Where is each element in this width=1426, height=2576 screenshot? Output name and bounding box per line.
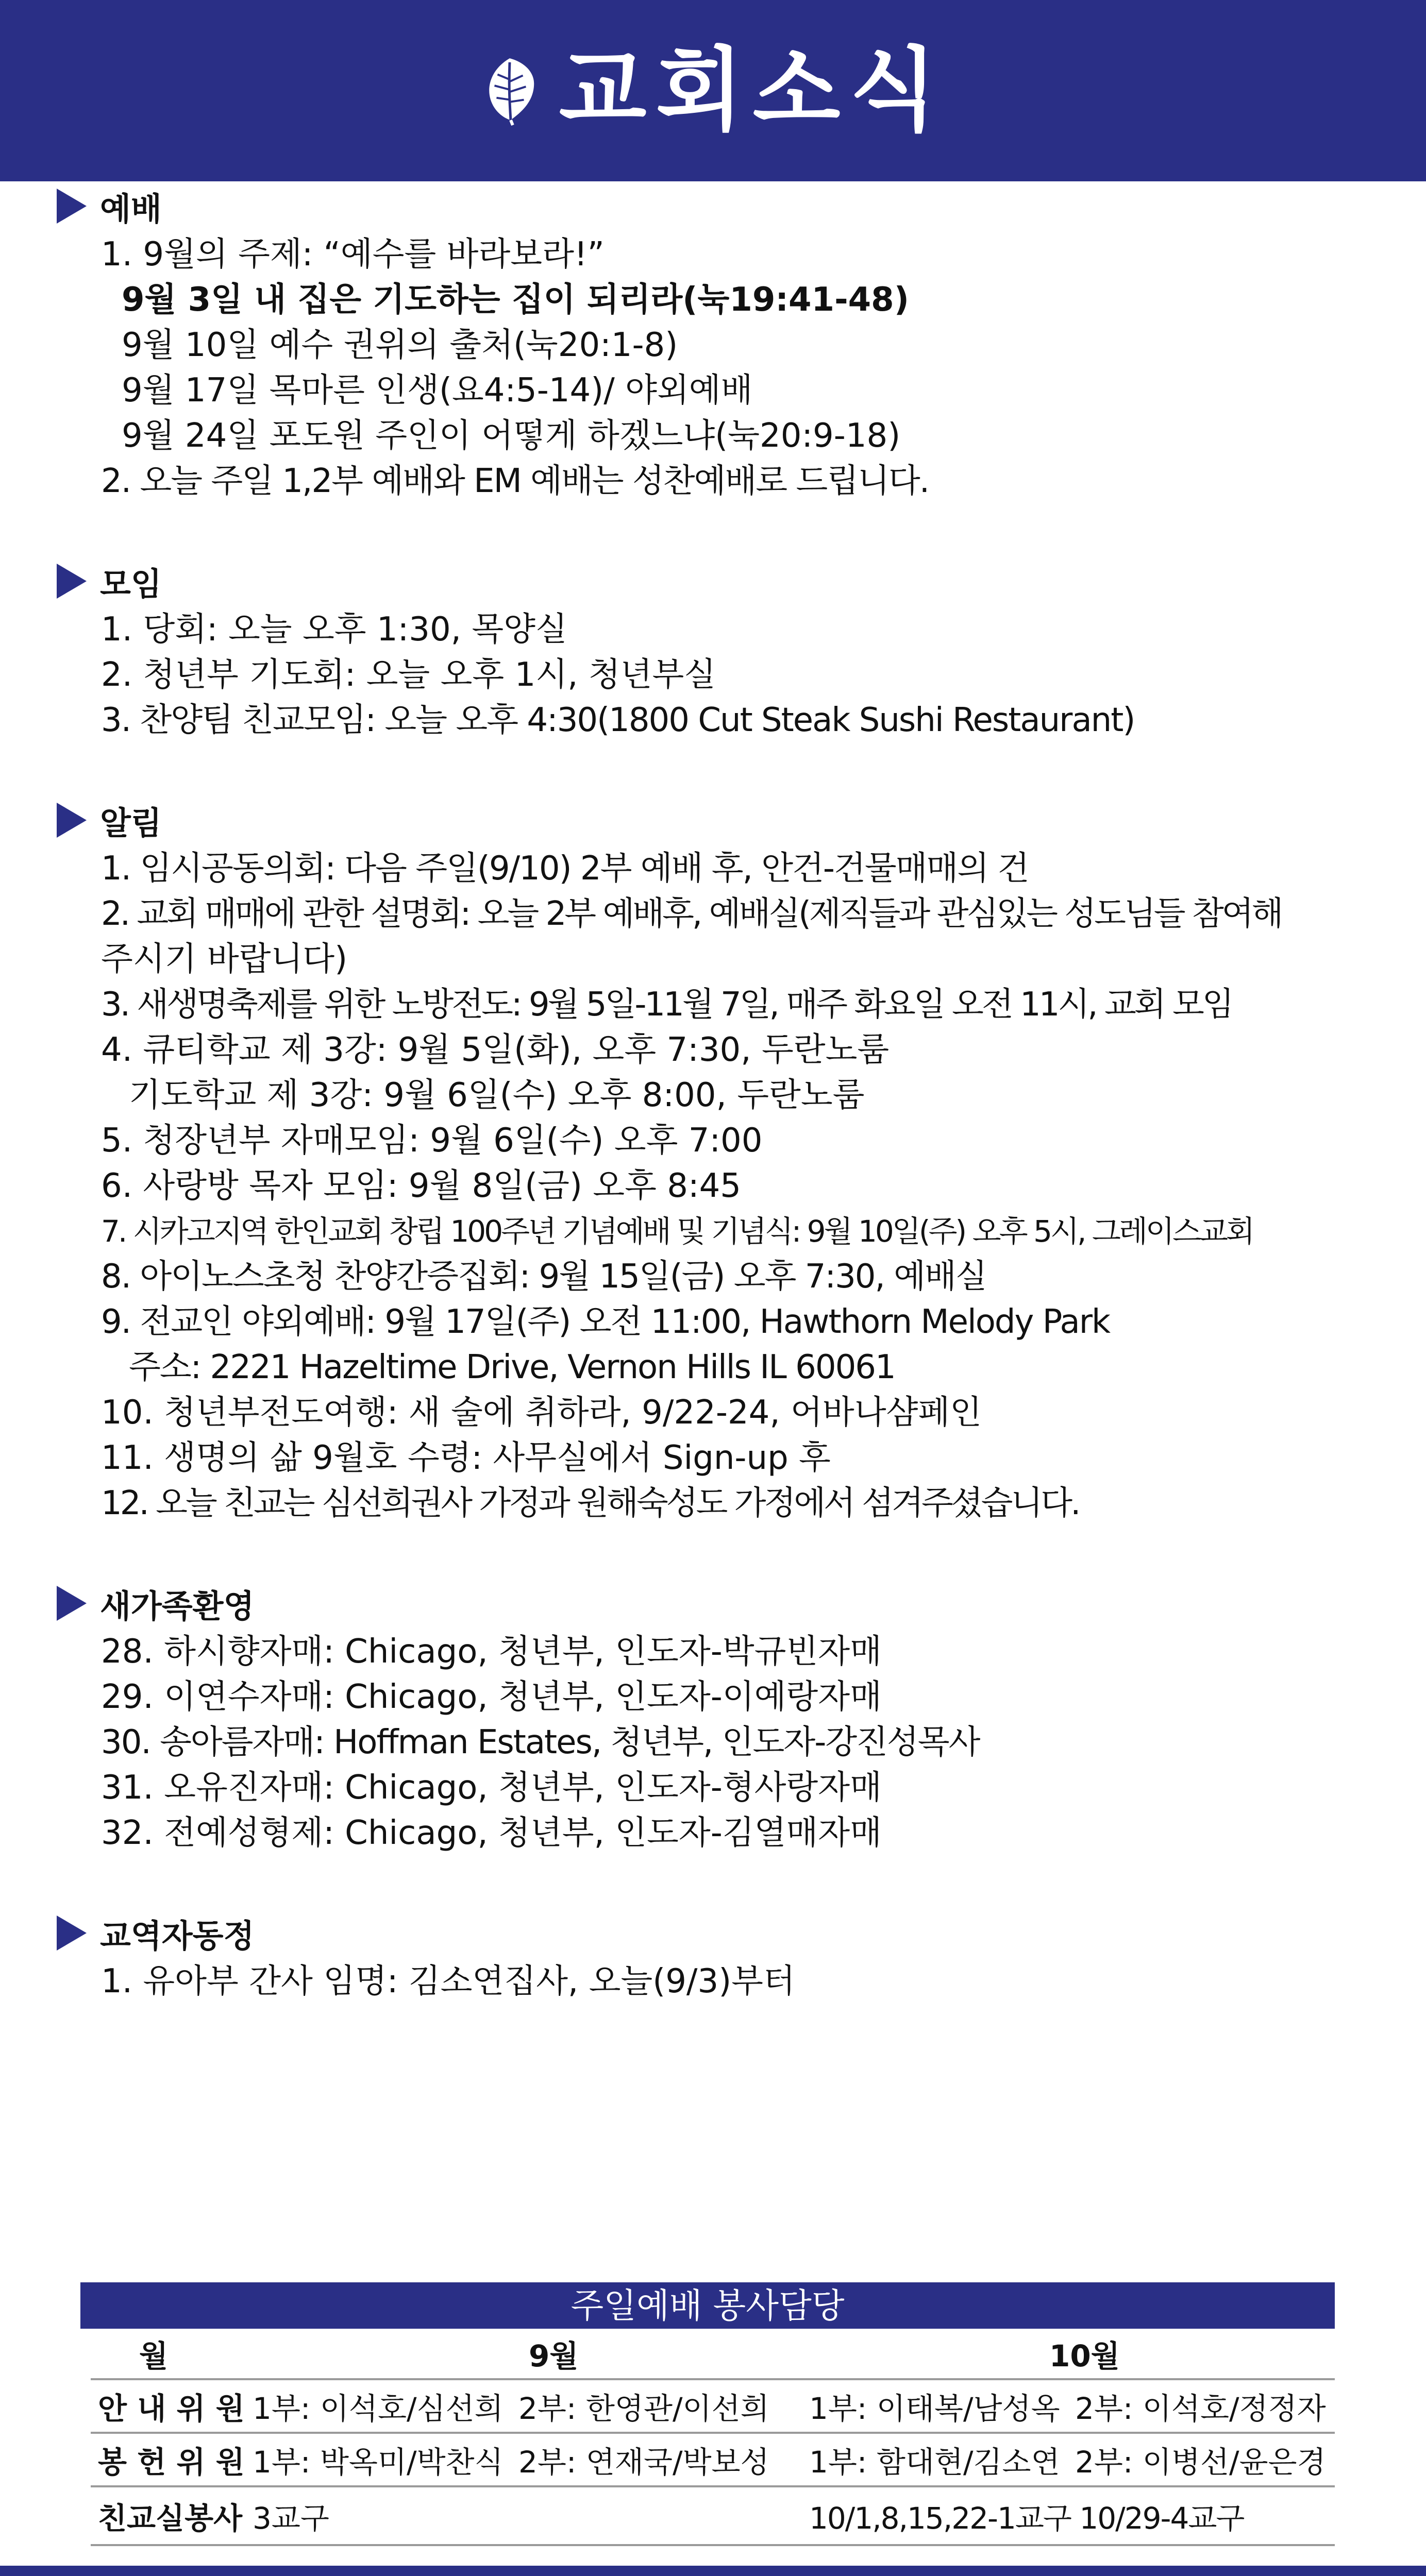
list-item: 1. 유아부 간사 임명: 김소연집사, 오늘(9/3)부터 [101,1962,795,2001]
list-item: 29. 이연수자매: Chicago, 청년부, 인도자-이예랑자매 [101,1678,882,1716]
list-item: 기도학교 제 3강: 9월 6일(수) 오후 8:00, 두란노룸 [129,1076,865,1114]
header-banner [0,0,1426,181]
list-item: 1. 당회: 오늘 오후 1:30, 목양실 [101,611,567,649]
news-content [57,180,1376,2056]
list-item: 12. 오늘 친교는 심선희권사 가정과 원해숙성도 가정에서 섬겨주셨습니다. [101,1484,1079,1522]
list-item: 6. 사랑방 목자 모임: 9월 8일(금) 오후 8:45 [101,1167,742,1205]
list-item: 8. 아이노스초청 찬양간증집회: 9월 15일(금) 오후 7:30, 예배실 [101,1258,986,1296]
table-cell: 1부: 이태복/남성옥 [809,2391,1060,2426]
table-cell: 2부: 한영관/이선희 [518,2391,769,2426]
table-cell: 2부: 이석호/정정자 [1075,2391,1326,2426]
table-cell: 2부: 연재국/박보성 [518,2445,769,2480]
table-cell: 10/1,8,15,22-1교구 10/29-4교구 [809,2501,1244,2536]
section-meetings [57,555,1376,743]
table-header-row [91,2329,1335,2380]
list-item: 1. 임시공동의회: 다음 주일(9/10) 2부 예배 후, 안건-건물매매의 건 [101,850,1029,888]
table-row [91,2487,1335,2546]
section-title: 교역자동정 [100,1917,255,1955]
section-header [57,1578,1376,1629]
list-item: 9. 전교인 야외예배: 9월 17일(주) 오전 11:00, Hawthorn Melody Park [101,1303,1110,1341]
list-item: 32. 전예성형제: Chicago, 청년부, 인도자-김열매자매 [101,1814,882,1852]
section-header [57,794,1376,846]
footer-bar [0,2566,1426,2576]
list-item: 9월 17일 목마른 인생(요4:5-14)/ 야외예배 [122,371,753,410]
section-title: 새가족환영 [100,1587,255,1625]
list-item: 31. 오유진자매: Chicago, 청년부, 인도자-형사랑자매 [101,1769,882,1807]
section-header [57,555,1376,607]
table-row [91,2380,1335,2434]
list-item: 9월 10일 예수 권위의 출처(눅20:1-8) [122,326,678,364]
column-header-september: 9월 [529,2338,579,2374]
section-new-family [57,1578,1376,1856]
list-item: 2. 오늘 주일 1,2부 예배와 EM 예배는 성찬예배로 드립니다. [101,462,929,500]
list-item: 5. 청장년부 자매모임: 9월 6일(수) 오후 7:00 [101,1122,763,1160]
list-item: 28. 하시향자매: Chicago, 청년부, 인도자-박규빈자매 [101,1633,882,1671]
section-header [57,1907,1376,1959]
section-title: 예배 [100,190,162,228]
section-staff-news [57,1907,1376,2004]
row-label: 안 내 위 원 [98,2391,245,2426]
duty-title: 주일예배 봉사담당 [80,2282,1335,2329]
section-notices [57,794,1376,1526]
table-cell: 1부: 이석호/심선희 [253,2391,504,2426]
list-item: 주소: 2221 Hazeltime Drive, Vernon Hills IL 60061 [129,1348,895,1386]
list-item: 11. 생명의 삶 9월호 수령: 사무실에서 Sign-up 후 [101,1439,831,1477]
list-item: 7. 시카고지역 한인교회 창립 100주년 기념예배 및 기념식: 9월 10일(주) 오후 5시, 그레이스교회 [101,1214,1253,1249]
table-cell: 2부: 이병선/윤은경 [1075,2445,1326,2480]
duty-table-panel [80,2282,1335,2536]
list-item: 1. 9월의 주제: “예수를 바라보라!” [101,235,605,274]
triangle-right-icon [57,1586,87,1621]
list-item: 2. 청년부 기도회: 오늘 오후 1시, 청년부실 [101,656,716,694]
triangle-right-icon [57,564,87,599]
section-title: 알림 [100,804,162,842]
section-title: 모임 [100,565,162,603]
duty-table [91,2329,1335,2546]
list-item: 4. 큐티학교 제 3강: 9월 5일(화), 오후 7:30, 두란노룸 [101,1031,890,1069]
table-cell: 1부: 박옥미/박찬식 [253,2445,504,2480]
list-item: 10. 청년부전도여행: 새 술에 취하라, 9/22-24, 어바나샴페인 [101,1394,982,1432]
list-item: 30. 송아름자매: Hoffman Estates, 청년부, 인도자-강진성목사 [101,1723,980,1761]
header-inner [479,38,947,143]
page-title: 교회소식 [559,38,947,143]
list-item: 9월 24일 포도원 주인이 어떻게 하겠느냐(눅20:9-18) [122,417,901,455]
column-header-month: 월 [139,2338,169,2374]
triangle-right-icon [57,803,87,838]
row-label: 봉 헌 위 원 [98,2445,245,2480]
section-worship [57,180,1376,504]
leaf-icon [479,55,540,127]
list-item-highlight: 9월 3일 내 집은 기도하는 집이 되리라(눅19:41-48) [122,281,909,319]
list-item: 3. 찬양팀 친교모임: 오늘 오후 4:30(1800 Cut Steak Sushi Restaurant) [101,701,1135,739]
list-item-continued: 주시기 바랍니다) [101,940,348,978]
triangle-right-icon [57,1916,87,1951]
row-label: 친교실봉사 [98,2501,243,2536]
triangle-right-icon [57,189,87,224]
table-row [91,2434,1335,2487]
table-cell: 3교구 [253,2501,329,2536]
section-header [57,180,1376,232]
column-header-october: 10월 [1049,2338,1120,2374]
list-item: 2. 교회 매매에 관한 설명회: 오늘 2부 예배후, 예배실(제직들과 관심있는 성도님들 참여해 [101,895,1282,933]
table-cell: 1부: 함대현/김소연 [809,2445,1060,2480]
list-item: 3. 새생명축제를 위한 노방전도: 9월 5일-11월 7일, 매주 화요일 오전 11시, 교회 모임 [101,986,1232,1024]
